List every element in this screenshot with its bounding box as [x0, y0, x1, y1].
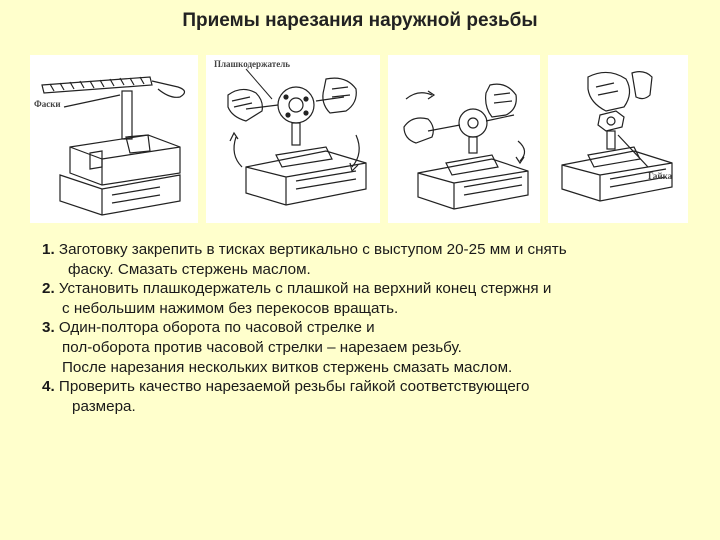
- nut-label: Гайка: [648, 171, 673, 181]
- figure-die-holder: [206, 55, 380, 223]
- page-title: Приемы нарезания наружной резьбы: [182, 10, 538, 31]
- figure-chamfer: [30, 55, 198, 223]
- step-3-line-1: 3. Один-полтора оборота по часовой стрелке и: [42, 319, 375, 337]
- die-holder-illustration: [206, 55, 380, 223]
- step-2-line-2: с небольшим нажимом без перекосов вращать.: [62, 299, 399, 317]
- figure-rotation: [388, 55, 540, 223]
- step-4-line-1: 4. Проверить качество нарезаемой резьбы гайкой соответствующего: [42, 378, 530, 396]
- step-3-line-2: пол-оборота против часовой стрелки – нарезаем резьбу.: [62, 338, 462, 356]
- step-2-line-1: 2. Установить плашкодержатель с плашкой на верхний конец стержня и: [42, 280, 552, 298]
- chamfer-illustration: [30, 55, 198, 223]
- die-holder-label: Плашкодержатель: [214, 59, 291, 69]
- figure-nut-check: [548, 55, 688, 223]
- step-4-line-2: размера.: [72, 397, 136, 415]
- step-1-line-2: фаску. Смазать стержень маслом.: [68, 260, 311, 278]
- step-3-line-3: После нарезания нескольких витков стержень смазать маслом.: [62, 358, 513, 376]
- instruction-steps: [42, 240, 702, 416]
- nut-check-illustration: [548, 55, 688, 223]
- step-1-line-1: 1. Заготовку закрепить в тисках вертикально с выступом 20-25 мм и снять: [42, 241, 567, 258]
- chamfer-label: Фаски: [34, 99, 61, 109]
- rotation-illustration: [388, 55, 540, 223]
